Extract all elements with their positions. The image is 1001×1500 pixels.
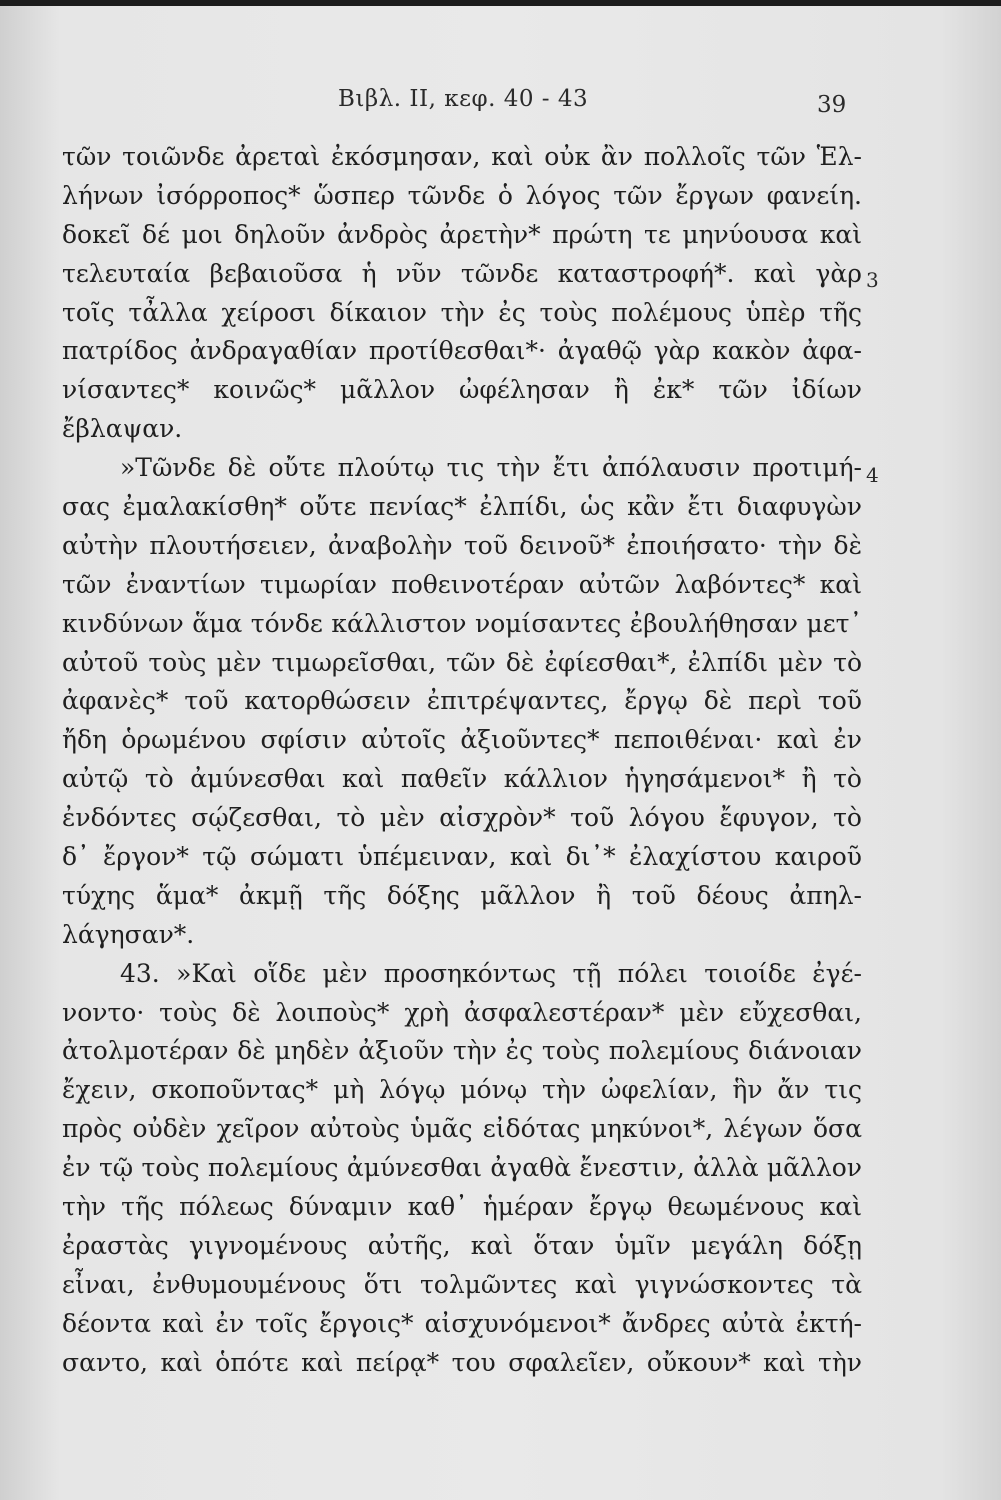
text-line: αὐτῷ τὸ ἀμύνεσθαι καὶ παθεῖν κάλλιον ἡγησάμενοι* ἢ τὸ xyxy=(62,764,862,794)
text-line: ἀφανὲς* τοῦ κατορθώσειν ἐπιτρέψαντες, ἔργῳ δὲ περὶ τοῦ xyxy=(62,686,862,716)
text-line: δοκεῖ δέ μοι δηλοῦν ἀνδρὸς ἀρετὴν* πρώτη τε μηνύουσα καὶ xyxy=(62,219,862,249)
chapter-start-line: 43. »Καὶ οἵδε μὲν προσηκόντως τῇ πόλει τοιοίδε ἐγέ- xyxy=(120,958,862,988)
text-line: νίσαντες* κοινῶς* μᾶλλον ὠφέλησαν ἢ ἐκ* τῶν ἰδίων xyxy=(62,375,862,405)
text-line: αὐτοῦ τοὺς μὲν τιμωρεῖσθαι, τῶν δὲ ἐφίεσθαι*, ἐλπίδι μὲν τὸ xyxy=(62,647,862,677)
margin-section-number: 4 xyxy=(866,463,879,487)
text-line: ἤδη ὁρωμένου σφίσιν αὐτοῖς ἀξιοῦντες* πεποιθέναι· καὶ ἐν xyxy=(62,725,862,755)
text-line: λάγησαν*. xyxy=(62,919,195,949)
text-line: τύχης ἅμα* ἀκμῇ τῆς δόξης μᾶλλον ἢ τοῦ δέους ἀπηλ- xyxy=(62,880,862,910)
text-line: ἐν τῷ τοὺς πολεμίους ἀμύνεσθαι ἀγαθὰ ἔνεστιν, ἀλλὰ μᾶλλον xyxy=(62,1153,862,1183)
text-line: ἀτολμοτέραν δὲ μηδὲν ἀξιοῦν τὴν ἐς τοὺς πολεμίους διάνοιαν xyxy=(62,1036,862,1066)
text-line: δ᾽ ἔργον* τῷ σώματι ὑπέμειναν, καὶ δι᾽* ἐλαχίστου καιροῦ xyxy=(62,842,862,872)
top-edge-shadow xyxy=(0,0,1001,6)
body-text xyxy=(62,138,862,1383)
text-line: πατρίδος ἀνδραγαθίαν προτίθεσθαι*· ἀγαθῷ γὰρ κακὸν ἀφα- xyxy=(62,336,862,366)
text-line: σαντο, καὶ ὁπότε καὶ πείρᾳ* του σφαλεῖεν, οὔκουν* καὶ τὴν xyxy=(62,1347,862,1377)
text-line: κινδύνων ἅμα τόνδε κάλλιστον νομίσαντες ἐβουλήθησαν μετ᾽ xyxy=(62,608,862,638)
running-head: Βιβλ. II, κεφ. 40 - 43 xyxy=(338,86,589,112)
page-header xyxy=(0,86,1001,126)
text-line: τῶν ἐναντίων τιμωρίαν ποθεινοτέραν αὐτῶν λαβόντες* καὶ xyxy=(62,569,862,599)
text-line: τὴν τῆς πόλεως δύναμιν καθ᾽ ἡμέραν ἔργῳ θεωμένους καὶ xyxy=(62,1192,862,1222)
text-line: τῶν τοιῶνδε ἀρεταὶ ἐκόσμησαν, καὶ οὐκ ἂν πολλοῖς τῶν Ἑλ- xyxy=(62,142,862,171)
text-line: σας ἐμαλακίσθη* οὔτε πενίας* ἐλπίδι, ὡς κἂν ἔτι διαφυγὼν xyxy=(62,492,862,522)
text-line: πρὸς οὐδὲν χεῖρον αὐτοὺς ὑμᾶς εἰδότας μηκύνοι*, λέγων ὅσα xyxy=(62,1114,862,1144)
text-line: ἐραστὰς γιγνομένους αὐτῆς, καὶ ὅταν ὑμῖν μεγάλη δόξῃ xyxy=(62,1230,862,1260)
text-line: ἐνδόντες σῴζεσθαι, τὸ μὲν αἰσχρὸν* τοῦ λόγου ἔφυγον, τὸ xyxy=(62,803,862,833)
text-line: ἔβλαψαν. xyxy=(62,414,183,444)
text-line: δέοντα καὶ ἐν τοῖς ἔργοις* αἰσχυνόμενοι* ἄνδρες αὐτὰ ἐκτή- xyxy=(62,1308,862,1338)
text-line: λήνων ἰσόρροπος* ὥσπερ τῶνδε ὁ λόγος τῶν ἔργων φανείη. xyxy=(62,180,862,210)
text-line: τοῖς τἆλλα χείροσι δίκαιον τὴν ἐς τοὺς πολέμους ὑπὲρ τῆς xyxy=(62,297,862,327)
margin-section-number: 3 xyxy=(866,268,879,292)
text-line: αὐτὴν πλουτήσειεν, ἀναβολὴν τοῦ δεινοῦ* ἐποιήσατο· τὴν δὲ xyxy=(62,530,862,560)
text-line: νοντο· τοὺς δὲ λοιποὺς* χρὴ ἀσφαλεστέραν* μὲν εὔχεσθαι, xyxy=(62,997,862,1027)
paragraph-start-line: »Τῶνδε δὲ οὔτε πλούτῳ τις τὴν ἔτι ἀπόλαυσιν προτιμή- xyxy=(120,453,862,483)
text-line: εἶναι, ἐνθυμουμένους ὅτι τολμῶντες καὶ γιγνώσκοντες τὰ xyxy=(62,1269,862,1299)
text-line: τελευταία βεβαιοῦσα ἡ νῦν τῶνδε καταστροφή*. καὶ γὰρ xyxy=(62,258,862,288)
page-number: 39 xyxy=(817,92,847,118)
text-line: ἔχειν, σκοποῦντας* μὴ λόγῳ μόνῳ τὴν ὠφελίαν, ἣν ἄν τις xyxy=(62,1075,862,1105)
